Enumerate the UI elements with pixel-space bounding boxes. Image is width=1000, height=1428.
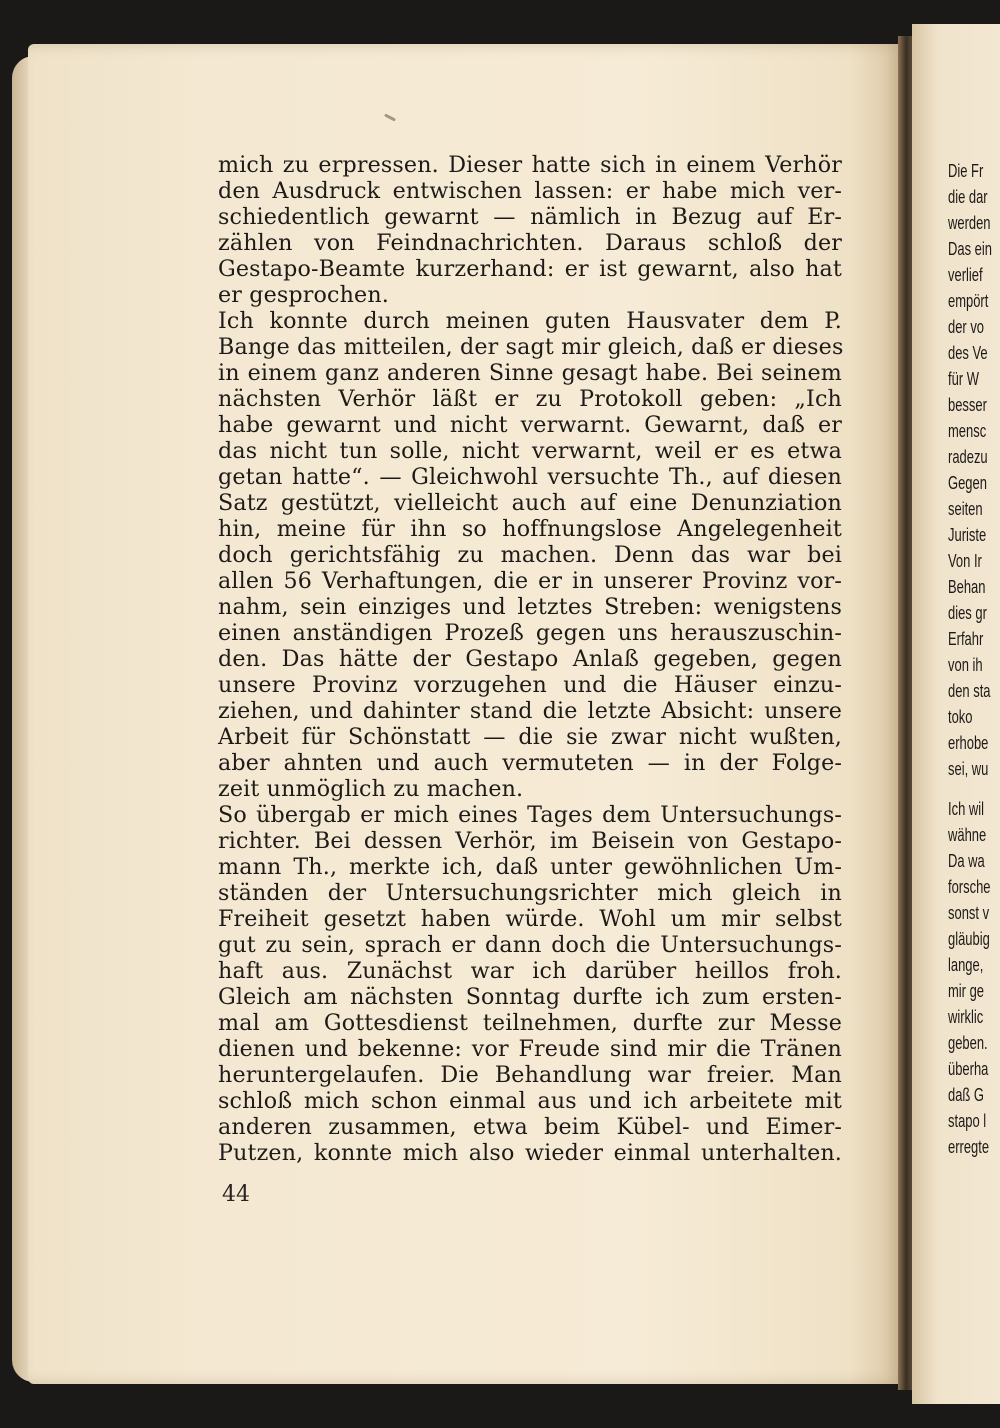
facing-text-line: Juriste bbox=[948, 525, 987, 545]
facing-text-line: gläubig bbox=[948, 929, 990, 949]
text-line: getan hatte“. — Gleichwohl versuchte Th., auf diesen bbox=[218, 464, 842, 490]
text-line: mal am Gottesdienst teilnehmen, durfte zur Messe bbox=[218, 1010, 842, 1036]
text-line: So übergab er mich eines Tages dem Untersuchungs- bbox=[218, 802, 842, 828]
text-line: schloß mich schon einmal aus und ich arbeitete mit bbox=[218, 1088, 842, 1114]
facing-text-line: Ich wil bbox=[948, 799, 985, 819]
facing-text-line: stapo l bbox=[948, 1111, 987, 1131]
facing-text-line: von ih bbox=[948, 655, 983, 675]
facing-text-line: empört bbox=[948, 291, 989, 311]
facing-text-line: geben. bbox=[948, 1033, 988, 1053]
facing-text-line: wirklic bbox=[948, 1007, 984, 1027]
facing-text-line: Gegen bbox=[948, 473, 987, 493]
facing-text-line: erhobe bbox=[948, 733, 989, 753]
text-line: Freiheit gesetzt haben würde. Wohl um mir selbst bbox=[218, 906, 842, 932]
facing-text-line: mir ge bbox=[948, 981, 985, 1001]
facing-text-line: überha bbox=[948, 1059, 989, 1079]
text-line: schiedentlich gewarnt — nämlich in Bezug auf Er- bbox=[218, 204, 842, 230]
text-line: einen anständigen Prozeß gegen uns herauszuschin- bbox=[218, 620, 842, 646]
facing-text-line: Das ein bbox=[948, 239, 992, 259]
text-line: aber ahnten und auch vermuteten — in der Folge- bbox=[218, 750, 842, 776]
facing-text-line: Die Fr bbox=[948, 161, 984, 181]
page-text bbox=[218, 152, 842, 1166]
text-line: den Ausdruck entwischen lassen: er habe mich ver- bbox=[218, 178, 842, 204]
facing-text-line: die dar bbox=[948, 187, 988, 207]
text-line: mann Th., merkte ich, daß unter gewöhnlichen Um- bbox=[218, 854, 842, 880]
text-line: ständen der Untersuchungsrichter mich gleich in bbox=[218, 880, 842, 906]
facing-text-line: forsche bbox=[948, 877, 991, 897]
facing-text-line: des Ve bbox=[948, 343, 988, 363]
facing-text-line: sonst v bbox=[948, 903, 990, 923]
text-line: Ich konnte durch meinen guten Hausvater dem P. bbox=[218, 308, 842, 334]
text-line: Satz gestützt, vielleicht auch auf eine Denunziation bbox=[218, 490, 842, 516]
text-line: mich zu erpressen. Dieser hatte sich in einem Verhör bbox=[218, 152, 842, 178]
text-line: zeit unmöglich zu machen. bbox=[218, 776, 524, 802]
text-line: allen 56 Verhaftungen, die er in unserer Provinz vor- bbox=[218, 568, 842, 594]
facing-text-line: daß G bbox=[948, 1085, 985, 1105]
text-line: das nicht tun solle, nicht verwarnt, weil er es etwa bbox=[218, 438, 842, 464]
text-line: doch gerichtsfähig zu machen. Denn das war bei bbox=[218, 542, 842, 568]
text-line: richter. Bei dessen Verhör, im Beisein von Gestapo- bbox=[218, 828, 842, 854]
facing-text-line: werden bbox=[948, 213, 991, 233]
facing-text-line: seiten bbox=[948, 499, 983, 519]
facing-text-line: toko bbox=[948, 707, 973, 727]
facing-text-line: verlief bbox=[948, 265, 983, 285]
text-line: heruntergelaufen. Die Behandlung war freier. Man bbox=[218, 1062, 842, 1088]
facing-text-line: sei, wu bbox=[948, 759, 989, 779]
text-line: Gleich am nächsten Sonntag durfte ich zum ersten- bbox=[218, 984, 842, 1010]
facing-text-line: für W bbox=[948, 369, 979, 389]
text-line: zählen von Feindnachrichten. Daraus schloß der bbox=[218, 230, 842, 256]
text-line: nächsten Verhör läßt er zu Protokoll geben: „Ich bbox=[218, 386, 842, 412]
text-line: ziehen, und dahinter stand die letzte Absicht: unsere bbox=[218, 698, 842, 724]
facing-text-line: erregte bbox=[948, 1137, 990, 1157]
text-line: Arbeit für Schönstatt — die sie zwar nicht wußten, bbox=[218, 724, 842, 750]
text-line: anderen zusammen, etwa beim Kübel- und Eimer- bbox=[218, 1114, 842, 1140]
facing-text-line: besser bbox=[948, 395, 987, 415]
facing-text-line: lange, bbox=[948, 955, 984, 975]
facing-text-line: wähne bbox=[948, 825, 987, 845]
text-line: dienen und bekenne: vor Freude sind mir die Tränen bbox=[218, 1036, 842, 1062]
facing-text-line: radezu bbox=[948, 447, 988, 467]
text-line: Putzen, konnte mich also wieder einmal unterhalten. bbox=[218, 1140, 842, 1166]
facing-text-line: dies gr bbox=[948, 603, 987, 623]
facing-text-line: Behan bbox=[948, 577, 986, 597]
facing-text-line: Von Ir bbox=[948, 551, 982, 571]
text-line: Bange das mitteilen, der sagt mir gleich, daß er dieses bbox=[218, 334, 844, 360]
text-line: habe gewarnt und nicht verwarnt. Gewarnt, daß er bbox=[218, 412, 842, 438]
facing-text-line: den sta bbox=[948, 681, 991, 701]
facing-text-line: Da wa bbox=[948, 851, 985, 871]
text-line: er gesprochen. bbox=[218, 282, 389, 308]
facing-text-line: mensc bbox=[948, 421, 987, 441]
facing-text-line: Erfahr bbox=[948, 629, 984, 649]
text-line: in einem ganz anderen Sinne gesagt habe. Bei seinem bbox=[218, 360, 842, 386]
text-line: unsere Provinz vorzugehen und die Häuser einzu- bbox=[218, 672, 842, 698]
text-line: den. Das hätte der Gestapo Anlaß gegeben, gegen bbox=[218, 646, 842, 672]
facing-text-line: der vo bbox=[948, 317, 985, 337]
text-line: Gestapo-Beamte kurzerhand: er ist gewarnt, also hat bbox=[218, 256, 842, 282]
text-line: haft aus. Zunächst war ich darüber heillos froh. bbox=[218, 958, 842, 984]
page-number: 44 bbox=[222, 1182, 250, 1207]
text-line: hin, meine für ihn so hoffnungslose Angelegenheit bbox=[218, 516, 842, 542]
text-line: gut zu sein, sprach er dann doch die Untersuchungs- bbox=[218, 932, 842, 958]
facing-page-text bbox=[948, 158, 992, 1160]
text-line: nahm, sein einziges und letztes Streben: wenigstens bbox=[218, 594, 842, 620]
